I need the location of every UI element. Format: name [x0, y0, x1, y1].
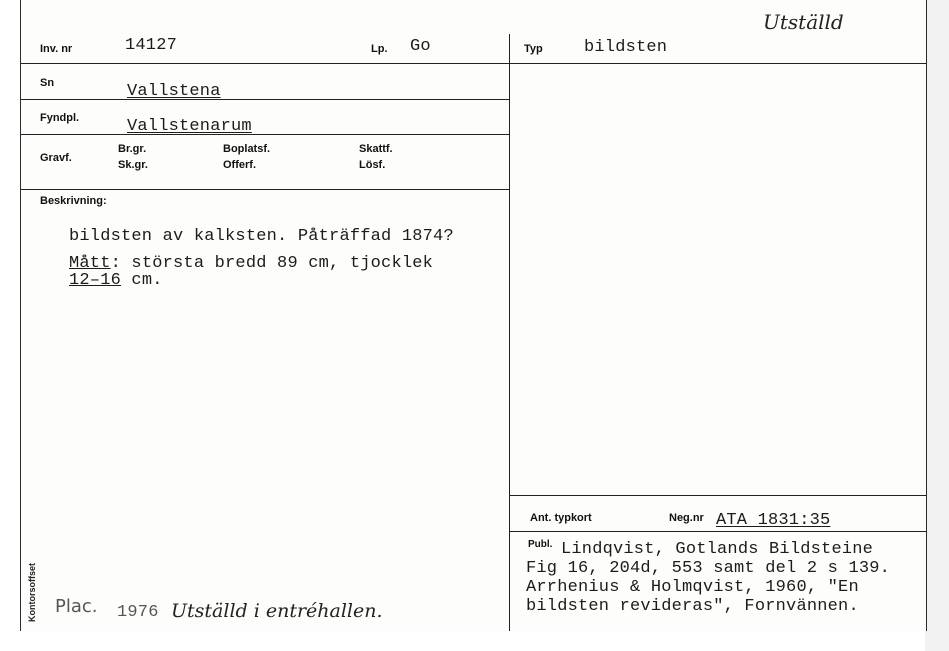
beskrivning-line-3-rest: cm. [121, 271, 163, 290]
plac-year: 1976 [117, 603, 159, 622]
sn-value: Vallstena [127, 82, 221, 101]
publ-line-3: Arrhenius & Holmqvist, 1960, "En [526, 578, 859, 597]
publ-rule [509, 531, 926, 532]
catalog-card [20, 0, 927, 631]
beskrivning-line-3 [69, 271, 163, 290]
offerf-label: Offerf. [223, 159, 256, 171]
publ-line-4: bildsten revideras", Fornvännen. [526, 597, 859, 616]
publ-line-2: Fig 16, 204d, 553 samt del 2 s 139. [526, 559, 891, 578]
beskrivning-label: Beskrivning: [40, 195, 107, 207]
losf-label: Lösf. [359, 159, 386, 171]
fyndpl-label: Fyndpl. [40, 112, 80, 124]
ant-typkort-rule-top [509, 495, 926, 496]
scan-edge [925, 0, 949, 651]
inv-nr-label: Inv. nr [40, 43, 73, 55]
measure-range: 12–16 [69, 271, 122, 290]
lp-label: Lp. [371, 43, 388, 55]
side-print: Kontorsoffset [27, 563, 37, 622]
center-divider [509, 34, 510, 631]
typ-label: Typ [524, 43, 543, 55]
publ-line-1: Lindqvist, Gotlands Bildsteine [561, 540, 874, 559]
beskrivning-line-1: bildsten av kalksten. Påträffad 1874? [69, 227, 454, 246]
inv-nr-value: 14127 [125, 36, 178, 55]
gravf-label: Gravf. [40, 152, 72, 164]
ant-typkort-label: Ant. typkort [530, 512, 592, 524]
skattf-label: Skattf. [359, 143, 393, 155]
plac-note: Utställd i entréhallen. [171, 600, 383, 622]
fyndpl-value: Vallstenarum [127, 117, 252, 136]
plac-label: Plac. [55, 596, 98, 617]
neg-nr-value: ATA 1831:35 [716, 511, 831, 530]
lp-value: Go [410, 37, 431, 56]
fyndpl-rule [21, 134, 509, 135]
typ-value: bildsten [584, 38, 668, 57]
header-rule [21, 63, 926, 64]
top-right-note: Utställd [763, 10, 844, 34]
matt-word: Mått [69, 254, 111, 273]
beskrivning-line-2-rest: : största bredd 89 cm, tjocklek [110, 254, 434, 273]
boplatsf-label: Boplatsf. [223, 143, 271, 155]
skgr-label: Sk.gr. [118, 159, 148, 171]
sn-label: Sn [40, 77, 55, 89]
neg-nr-label: Neg.nr [669, 512, 704, 524]
sn-rule [21, 99, 509, 100]
publ-label: Publ. [528, 539, 553, 550]
gravf-rule [21, 189, 509, 190]
brgr-label: Br.gr. [118, 143, 147, 155]
